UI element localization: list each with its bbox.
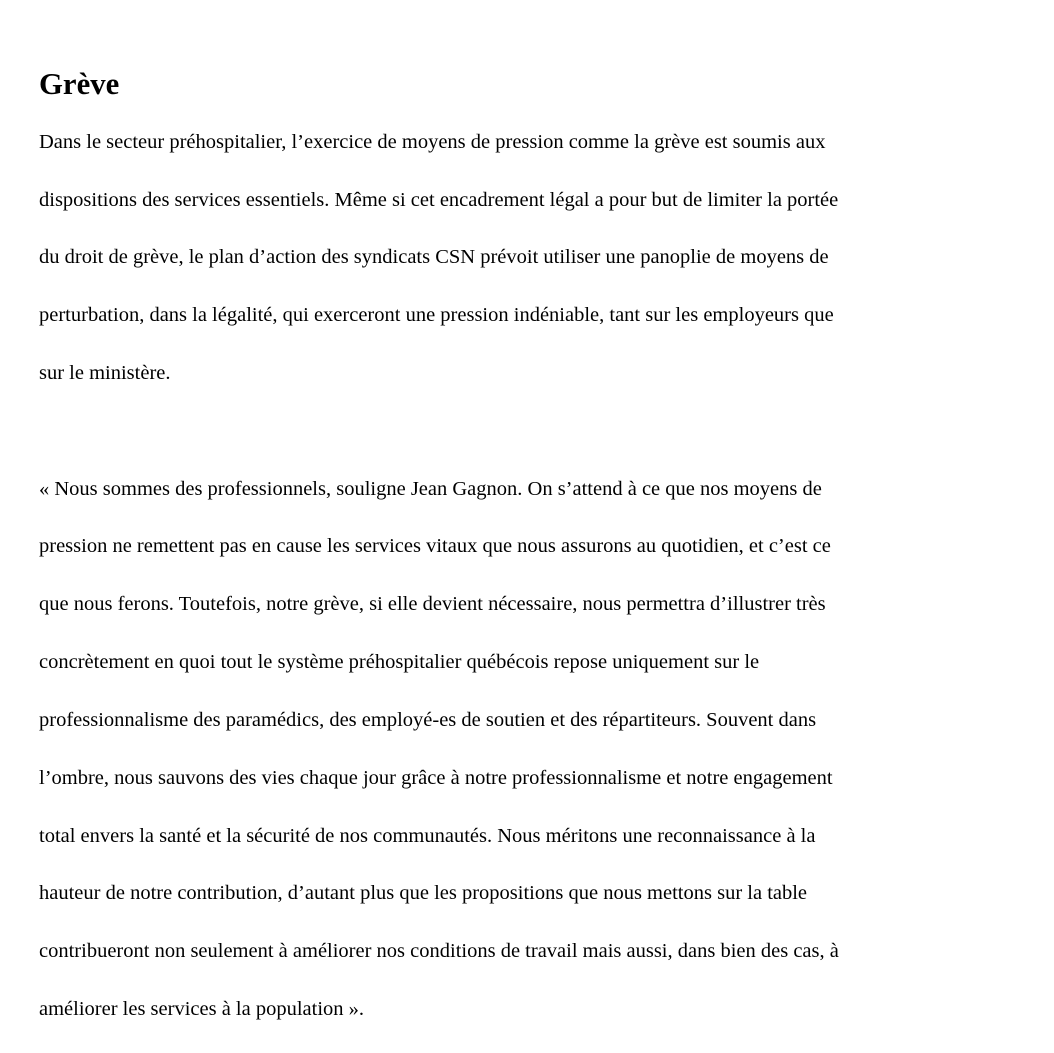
paragraph-2-line-6: l’ombre, nous sauvons des vies chaque jour grâce à notre professionnalisme et notre engagement [39,766,833,789]
paragraph-2-line-8: hauteur de notre contribution, d’autant plus que les propositions que nous mettons sur la table [39,882,808,905]
paragraph-1-line-2: dispositions des services essentiels. Même si cet encadrement légal a pour but de limiter la portée [39,188,839,211]
paragraph-2 [39,446,1024,1053]
paragraph-2-line-7: total envers la santé et la sécurité de nos communautés. Nous méritons une reconnaissance à la [39,824,816,847]
paragraph-2-line-10: améliorer les services à la population ». [39,997,365,1020]
section-heading: Grève [39,67,120,101]
paragraph-2-line-5: professionnalisme des paramédics, des employé-es de soutien et des répartiteurs. Souvent dans [39,708,817,731]
paragraph-1 [39,99,1024,417]
paragraph-2-line-4: concrètement en quoi tout le système préhospitalier québécois repose uniquement sur le [39,651,760,674]
paragraph-2-line-1: « Nous sommes des professionnels, souligne Jean Gagnon. On s’attend à ce que nos moyens de [39,477,822,500]
paragraph-1-line-1: Dans le secteur préhospitalier, l’exercice de moyens de pression comme la grève est soumis aux [39,130,826,153]
paragraph-2-line-9: contribueront non seulement à améliorer nos conditions de travail mais aussi, dans bien des cas, à [39,940,839,963]
paragraph-2-line-3: que nous ferons. Toutefois, notre grève, si elle devient nécessaire, nous permettra d’illustrer très [39,593,826,616]
document-page [39,67,1024,1053]
paragraph-1-line-4: perturbation, dans la légalité, qui exerceront une pression indéniable, tant sur les employeurs que [39,304,834,327]
paragraph-2-line-2: pression ne remettent pas en cause les services vitaux que nous assurons au quotidien, et c’est ce [39,535,831,558]
paragraph-1-line-5: sur le ministère. [39,362,171,385]
paragraph-1-line-3: du droit de grève, le plan d’action des syndicats CSN prévoit utiliser une panoplie de moyens de [39,246,829,269]
paragraph-spacer [39,417,1024,446]
